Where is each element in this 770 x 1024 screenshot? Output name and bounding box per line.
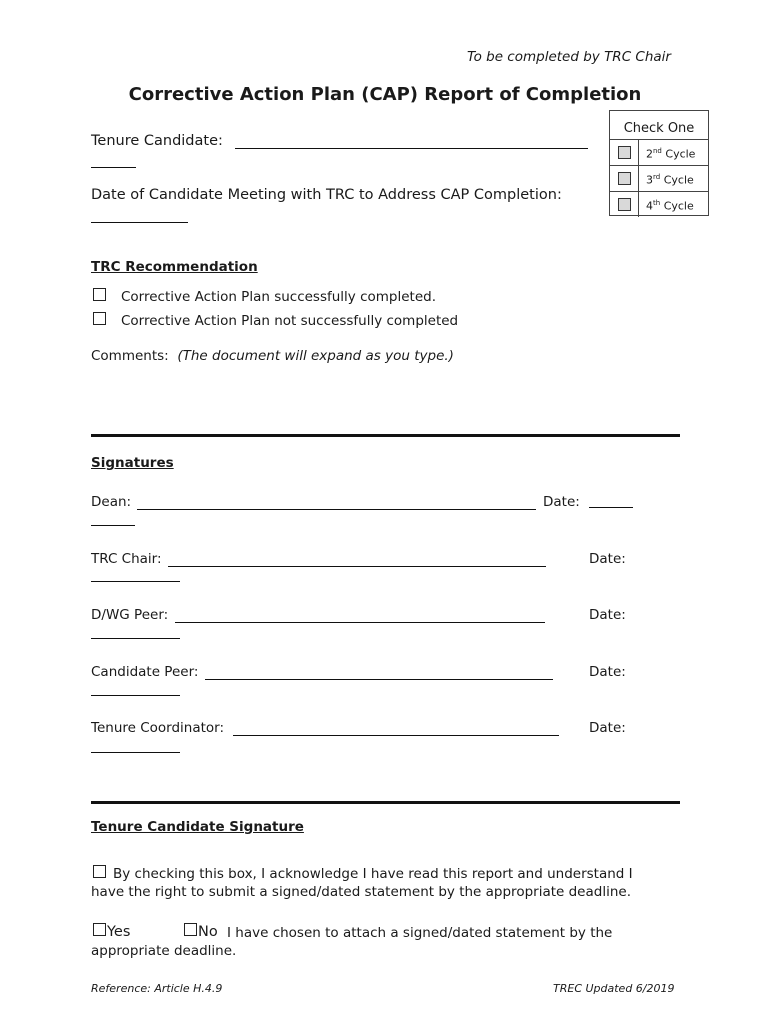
dean-signature-field[interactable] [137, 509, 536, 510]
dwg-peer-label: D/WG Peer: [91, 607, 169, 623]
dean-date-label: Date: [543, 494, 580, 510]
comments-field[interactable] [91, 370, 680, 430]
not-successful-label: Corrective Action Plan not successfully completed [121, 313, 459, 329]
trc-chair-signature-field[interactable] [168, 566, 546, 567]
tenure-candidate-label: Tenure Candidate: [91, 133, 223, 149]
candidate-peer-label: Candidate Peer: [91, 664, 199, 680]
comments-row [91, 348, 454, 364]
cycle-4-checkbox[interactable] [618, 198, 631, 211]
section-divider [91, 434, 680, 437]
footer-reference: Reference: Article H.4.9 [91, 982, 223, 995]
no-label: No [198, 924, 218, 940]
meeting-date-field[interactable] [91, 222, 188, 223]
no-checkbox[interactable] [184, 923, 197, 936]
dean-date-field[interactable] [589, 507, 633, 508]
dean-date-field-wrap[interactable] [91, 525, 135, 526]
check-one-table [609, 110, 709, 216]
comments-hint: (The document will expand as you type.) [177, 348, 454, 364]
cycle-2-label: 2nd Cycle [646, 147, 696, 161]
cycle-4-label: 4th Cycle [646, 199, 694, 213]
page-title: Corrective Action Plan (CAP) Report of Completion [128, 84, 642, 105]
signatures-heading: Signatures [91, 455, 174, 471]
yes-label: Yes [107, 924, 131, 940]
candidate-peer-signature-field[interactable] [205, 679, 553, 680]
tenure-coordinator-date-label: Date: [589, 720, 626, 736]
tenure-coordinator-label: Tenure Coordinator: [91, 720, 225, 736]
acknowledge-checkbox[interactable] [93, 865, 106, 878]
cycle-option-2[interactable] [610, 140, 708, 166]
cycle-option-3[interactable] [610, 166, 708, 192]
dwg-peer-date-label: Date: [589, 607, 626, 623]
section-divider-2 [91, 801, 680, 804]
trc-chair-date-label: Date: [589, 551, 626, 567]
meeting-date-label: Date of Candidate Meeting with TRC to Address CAP Completion: [91, 187, 562, 203]
yes-checkbox[interactable] [93, 923, 106, 936]
acknowledge-text-line2: have the right to submit a signed/dated statement by the appropriate deadline. [91, 884, 631, 900]
attach-text-line1: I have chosen to attach a signed/dated statement by the [227, 925, 613, 941]
footer-updated: TREC Updated 6/2019 [553, 982, 675, 995]
acknowledge-text-line1: By checking this box, I acknowledge I have read this report and understand I [113, 866, 633, 882]
candidate-signature-heading: Tenure Candidate Signature [91, 819, 304, 835]
tenure-candidate-field[interactable] [235, 148, 588, 149]
comments-label: Comments: [91, 348, 169, 364]
successful-label: Corrective Action Plan successfully completed. [121, 289, 437, 305]
dean-label: Dean: [91, 494, 132, 510]
trc-chair-date-field[interactable] [91, 581, 180, 582]
cycle-2-checkbox[interactable] [618, 146, 631, 159]
dwg-peer-signature-field[interactable] [175, 622, 545, 623]
trc-chair-label: TRC Chair: [91, 551, 162, 567]
tenure-coordinator-date-field[interactable] [91, 752, 180, 753]
trc-recommendation-heading: TRC Recommendation [91, 259, 258, 275]
not-successful-checkbox[interactable] [93, 312, 106, 325]
tenure-candidate-field-wrap[interactable] [91, 167, 136, 168]
successful-checkbox[interactable] [93, 288, 106, 301]
candidate-peer-date-field[interactable] [91, 695, 180, 696]
tenure-coordinator-signature-field[interactable] [233, 735, 559, 736]
cycle-3-label: 3rd Cycle [646, 173, 694, 187]
cycle-option-4[interactable] [610, 192, 708, 217]
candidate-peer-date-label: Date: [589, 664, 626, 680]
attach-text-line2: appropriate deadline. [91, 943, 237, 959]
check-one-header: Check One [610, 111, 708, 140]
header-note: To be completed by TRC Chair [467, 49, 671, 65]
cycle-3-checkbox[interactable] [618, 172, 631, 185]
dwg-peer-date-field[interactable] [91, 638, 180, 639]
